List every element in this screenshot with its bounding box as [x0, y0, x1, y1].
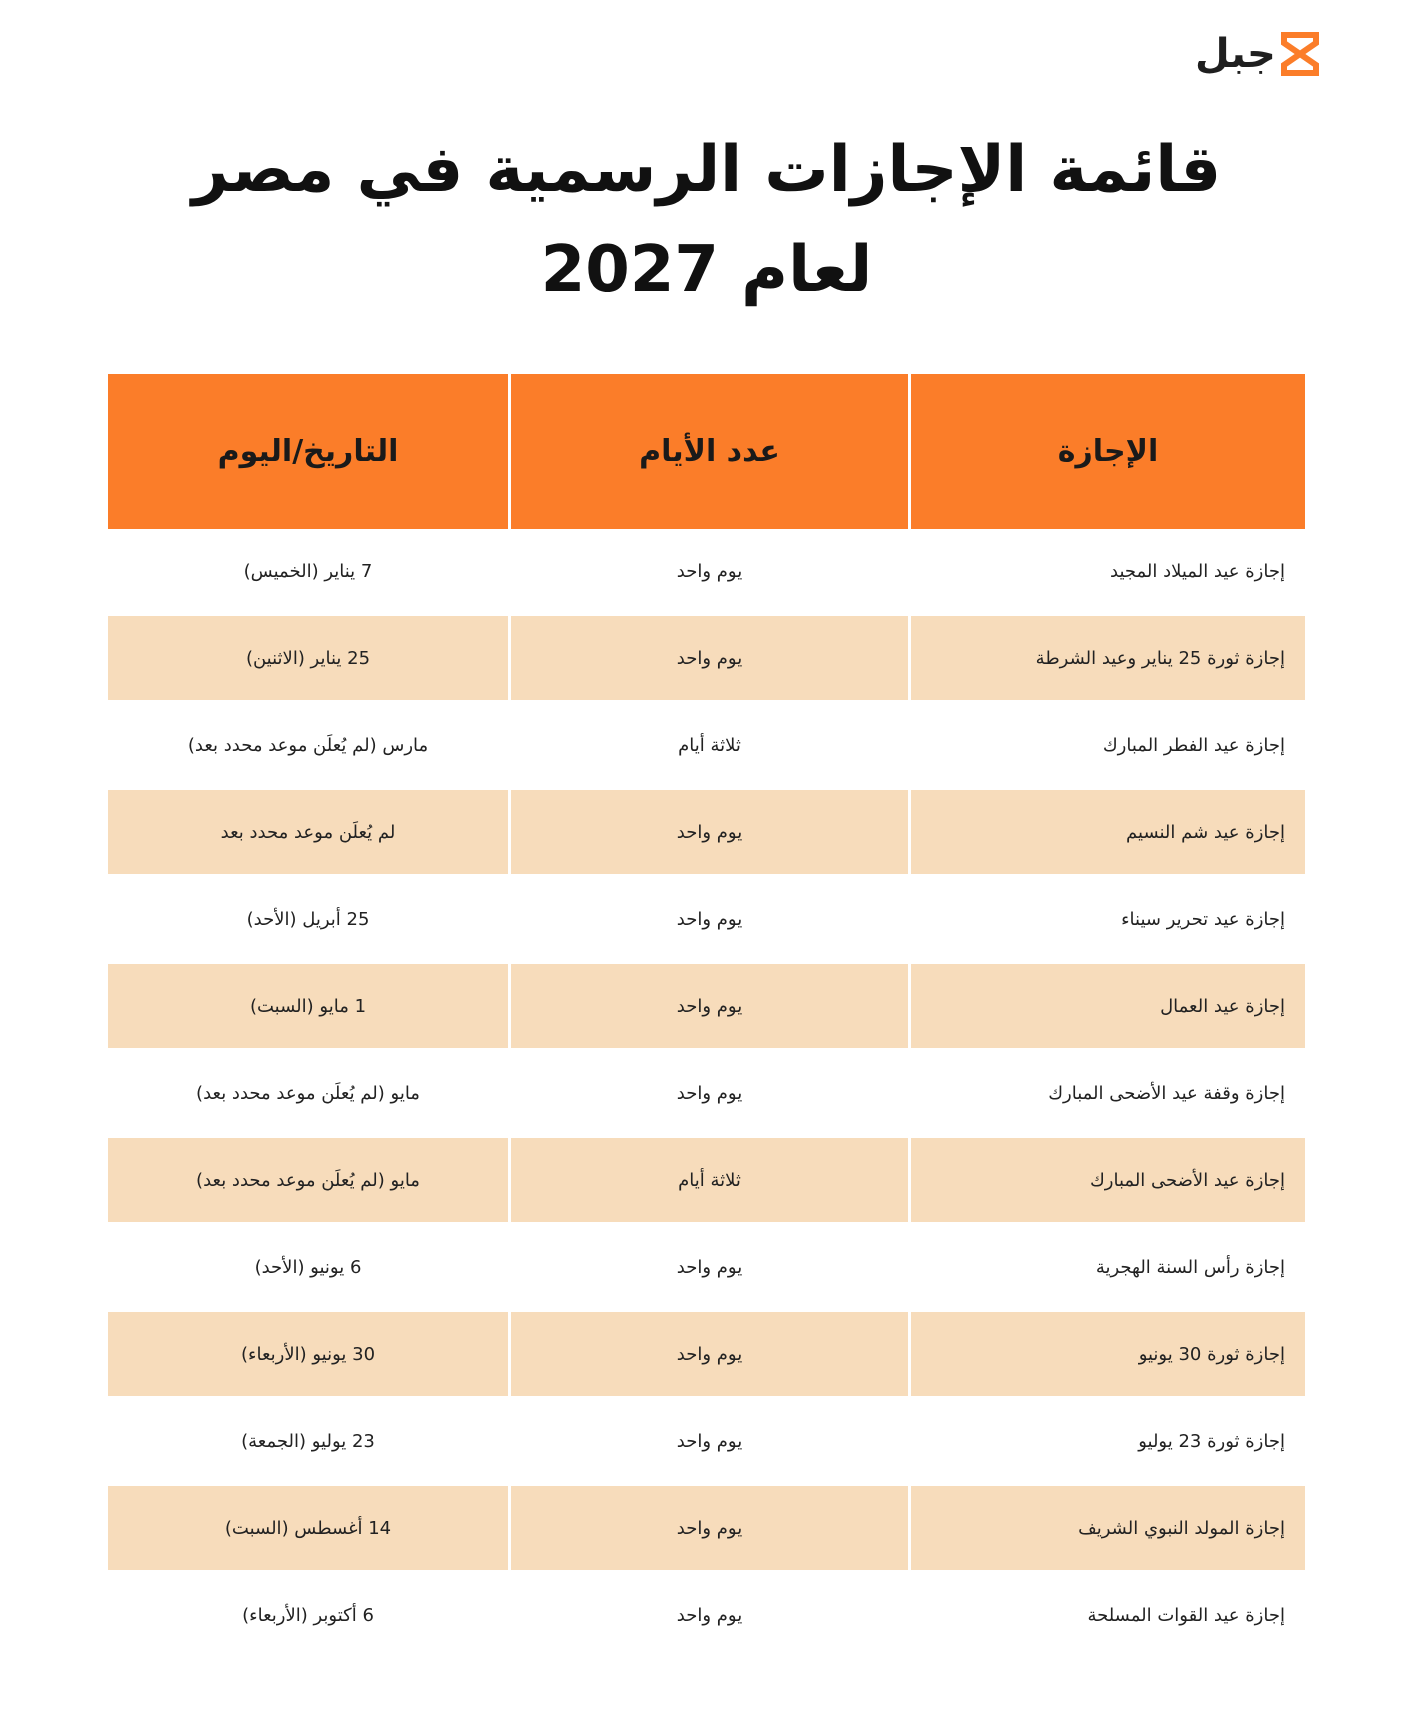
cell-holiday: إجازة عيد الميلاد المجيد	[1110, 560, 1285, 582]
cell-date: 23 يوليو (الجمعة)	[241, 1430, 375, 1452]
cell-days: يوم واحد	[511, 616, 908, 700]
cell-days: يوم واحد	[511, 1312, 908, 1396]
holidays-table	[108, 374, 1305, 1657]
cell-date: 6 يونيو (الأحد)	[254, 1256, 362, 1278]
page-title-line1: قائمة الإجازات الرسمية في مصر	[191, 133, 1222, 207]
table-header-row	[108, 374, 1305, 529]
table-row	[108, 1312, 1305, 1396]
cell-date: 25 أبريل (الأحد)	[246, 908, 370, 930]
cell-days: يوم واحد	[676, 1256, 743, 1278]
table-row	[108, 964, 1305, 1048]
cell-date: 6 أكتوبر (الأربعاء)	[242, 1604, 374, 1626]
table-row	[108, 790, 1305, 874]
cell-days: ثلاثة أيام	[678, 734, 741, 756]
cell-holiday: إجازة ثورة 25 يناير وعيد الشرطة	[911, 616, 1305, 700]
brand-name: جبل	[1195, 31, 1276, 77]
table-row	[108, 529, 1305, 613]
table-row	[108, 1486, 1305, 1570]
table-row	[108, 1573, 1305, 1657]
cell-date: لم يُعلَن موعد محدد بعد	[108, 790, 508, 874]
cell-holiday: إجازة عيد تحرير سيناء	[1121, 908, 1285, 930]
cell-days: يوم واحد	[676, 560, 743, 582]
table-row	[108, 616, 1305, 700]
cell-days: يوم واحد	[511, 1486, 908, 1570]
cell-date: 14 أغسطس (السبت)	[108, 1486, 508, 1570]
cell-date: مايو (لم يُعلَن موعد محدد بعد)	[108, 1138, 508, 1222]
cell-holiday: إجازة عيد القوات المسلحة	[1087, 1604, 1285, 1626]
cell-date: 25 يناير (الاثنين)	[108, 616, 508, 700]
cell-date: مايو (لم يُعلَن موعد محدد بعد)	[196, 1082, 420, 1104]
cell-days: يوم واحد	[676, 1604, 743, 1626]
cell-days: يوم واحد	[511, 964, 908, 1048]
header-days: عدد الأيام	[511, 374, 908, 529]
page-title-line2: لعام 2027	[540, 233, 873, 307]
cell-holiday: إجازة عيد شم النسيم	[911, 790, 1305, 874]
table-row	[108, 1399, 1305, 1483]
cell-date: 7 يناير (الخميس)	[243, 560, 373, 582]
cell-holiday: إجازة رأس السنة الهجرية	[1095, 1256, 1285, 1278]
cell-holiday: إجازة عيد الأضحى المبارك	[911, 1138, 1305, 1222]
cell-date: 1 مايو (السبت)	[108, 964, 508, 1048]
cell-days: يوم واحد	[676, 908, 743, 930]
cell-holiday: إجازة ثورة 23 يوليو	[1138, 1430, 1285, 1452]
cell-days: يوم واحد	[676, 1430, 743, 1452]
cell-days: يوم واحد	[676, 1082, 743, 1104]
cell-date: 30 يونيو (الأربعاء)	[108, 1312, 508, 1396]
table-body	[108, 529, 1305, 1657]
cell-days: ثلاثة أيام	[511, 1138, 908, 1222]
header-date: التاريخ/اليوم	[108, 374, 508, 529]
cell-holiday: إجازة ثورة 30 يونيو	[911, 1312, 1305, 1396]
hourglass-z-mark-icon	[1280, 32, 1320, 76]
cell-holiday: إجازة عيد الفطر المبارك	[1102, 734, 1285, 756]
header-holiday: الإجازة	[911, 374, 1305, 529]
table-row	[108, 877, 1305, 961]
table-row	[108, 1138, 1305, 1222]
table-row	[108, 1225, 1305, 1309]
cell-holiday: إجازة المولد النبوي الشريف	[911, 1486, 1305, 1570]
cell-days: يوم واحد	[511, 790, 908, 874]
table-row	[108, 1051, 1305, 1135]
cell-date: مارس (لم يُعلَن موعد محدد بعد)	[187, 734, 429, 756]
page-title	[0, 120, 1413, 320]
table-row	[108, 703, 1305, 787]
cell-holiday: إجازة عيد العمال	[911, 964, 1305, 1048]
brand-logo	[1195, 32, 1320, 76]
cell-holiday: إجازة وقفة عيد الأضحى المبارك	[1048, 1082, 1285, 1104]
